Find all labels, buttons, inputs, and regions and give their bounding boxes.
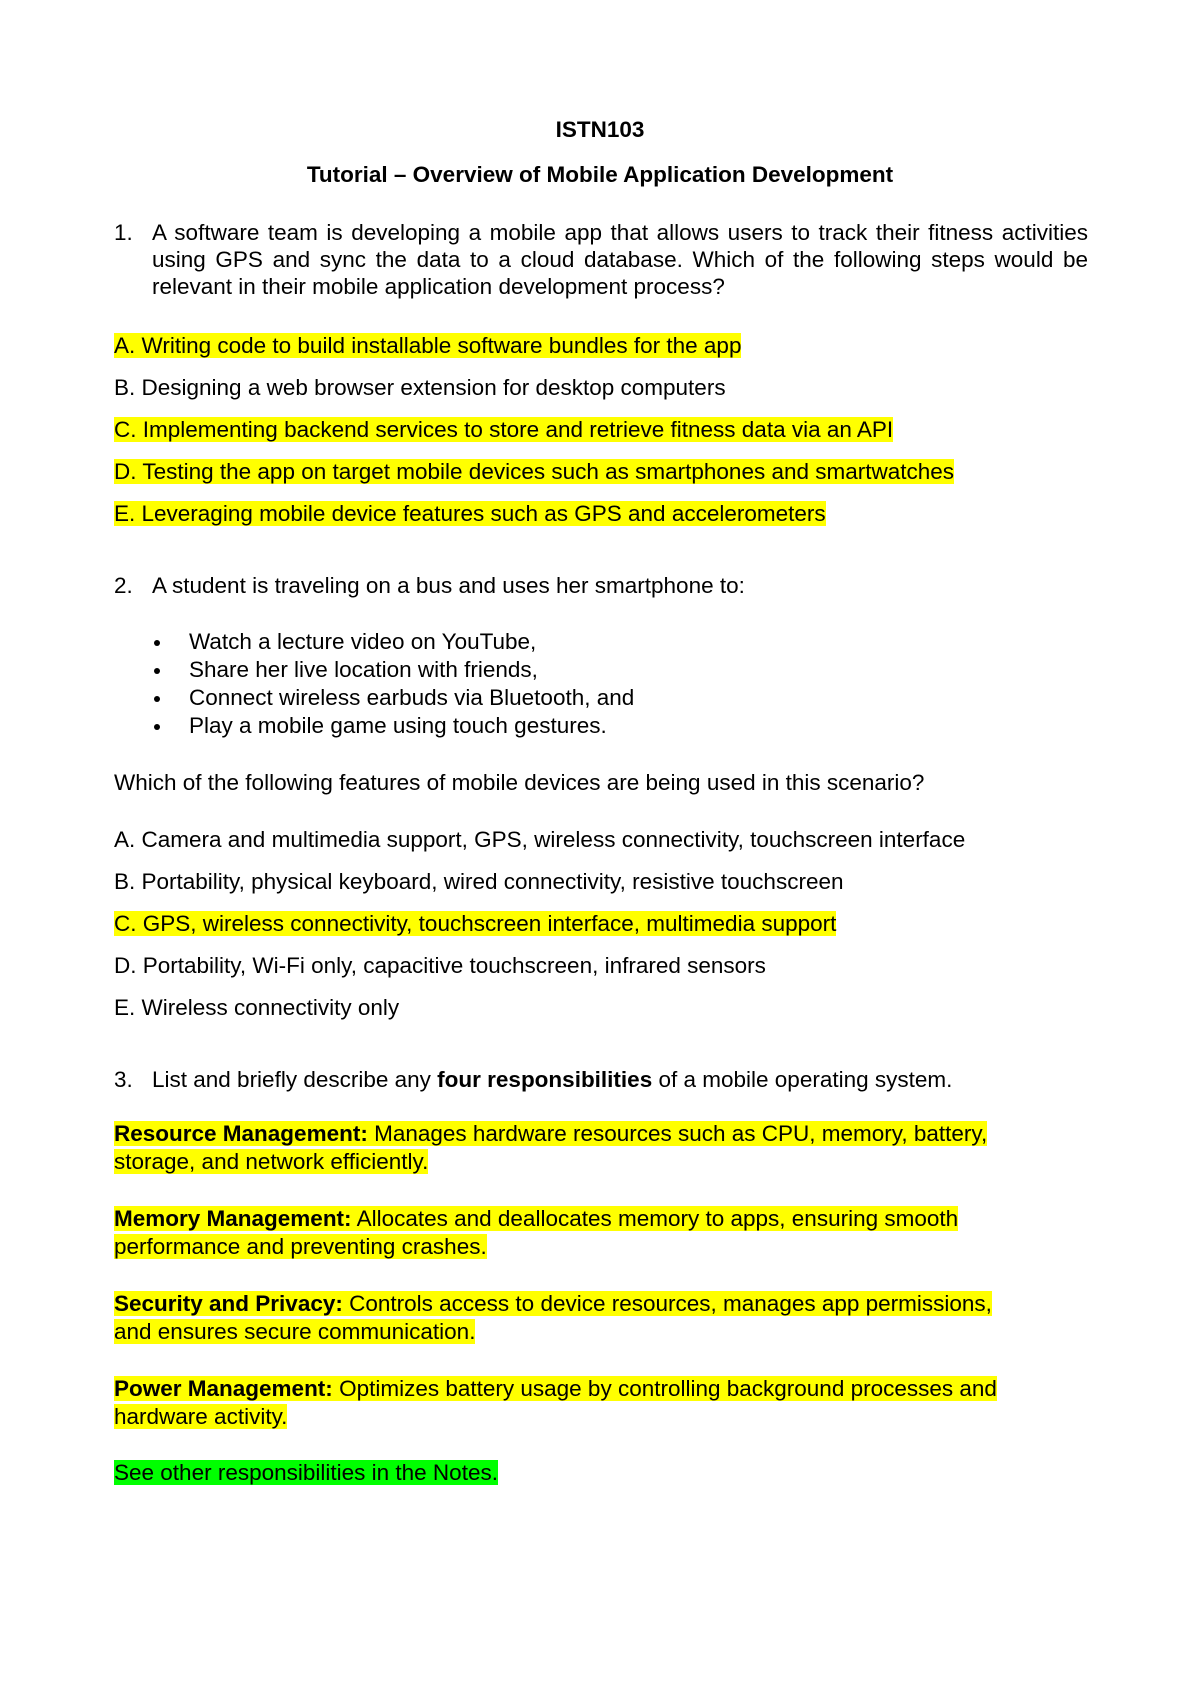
answer-memory-management-cont: performance and preventing crashes. (114, 1234, 487, 1259)
q1-option-a (114, 332, 741, 360)
q2-option-b-text: B. Portability, physical keyboard, wired connectivity, resistive touchscreen (114, 869, 844, 894)
answer-power-management-cont: hardware activity. (114, 1404, 288, 1429)
q1-option-e (114, 500, 826, 528)
q2-option-e-text: E. Wireless connectivity only (114, 995, 400, 1020)
q2-bullet-3: Connect wireless earbuds via Bluetooth, and (189, 685, 635, 710)
question-2-text: Which of the following features of mobile devices are being used in this scenario? (114, 770, 925, 795)
q1-option-e-text: E. Leveraging mobile device features such as GPS and accelerometers (114, 501, 826, 526)
page-title: Tutorial – Overview of Mobile Application Development (306, 162, 894, 187)
q1-option-c-text: C. Implementing backend services to store and retrieve fitness data via an API (114, 417, 894, 442)
bullet-icon (154, 696, 160, 702)
q1-option-d (114, 458, 954, 486)
q2-bullet-2: Share her live location with friends, (189, 657, 538, 682)
q2-bullet-1: Watch a lecture video on YouTube, (189, 629, 537, 654)
notes-reference: See other responsibilities in the Notes. (114, 1460, 498, 1485)
bullet-icon (154, 668, 160, 674)
answer-power-management: Power Management: Optimizes battery usage by controlling background processes and (114, 1376, 997, 1401)
course-code: ISTN103 (555, 117, 645, 142)
question-1-text: A software team is developing a mobile app that allows users to track their fitness activities using GPS and sync the data to a cloud database. Which of the following steps would be relevant in their mobile application development process? (152, 220, 1088, 299)
q2-option-c-text: C. GPS, wireless connectivity, touchscreen interface, multimedia support (114, 911, 837, 936)
question-2-number: 2. (114, 573, 133, 598)
bullet-icon (154, 640, 160, 646)
q1-option-b (114, 374, 726, 402)
question-3-number: 3. (114, 1067, 133, 1092)
question-1-number: 1. (114, 220, 133, 245)
q2-option-c (114, 910, 836, 938)
answer-security-privacy-cont: and ensures secure communication. (114, 1319, 476, 1344)
q2-bullet-4: Play a mobile game using touch gestures. (189, 713, 607, 738)
q1-option-c (114, 416, 893, 444)
answer-term: Resource Management: (114, 1121, 368, 1146)
answer-term: Security and Privacy: (114, 1291, 343, 1316)
answer-security-privacy: Security and Privacy: Controls access to device resources, manages app permissions, (114, 1291, 992, 1316)
q2-option-d-text: D. Portability, Wi-Fi only, capacitive touchscreen, infrared sensors (114, 953, 766, 978)
question-2-intro: A student is traveling on a bus and uses her smartphone to: (152, 573, 745, 598)
answer-term: Power Management: (114, 1376, 333, 1401)
bullet-icon (154, 724, 160, 730)
q1-option-b-text: B. Designing a web browser extension for desktop computers (114, 375, 726, 400)
answer-resource-management-cont: storage, and network efficiently. (114, 1149, 429, 1174)
question-3-text: List and briefly describe any four responsibilities of a mobile operating system. (152, 1067, 953, 1092)
answer-memory-management: Memory Management: Allocates and deallocates memory to apps, ensuring smooth (114, 1206, 959, 1231)
q1-option-d-text: D. Testing the app on target mobile devices such as smartphones and smartwatches (114, 459, 955, 484)
q2-option-d (114, 952, 766, 980)
q2-option-b (114, 868, 843, 896)
q2-option-a (114, 826, 965, 854)
answer-resource-management: Resource Management: Manages hardware resources such as CPU, memory, battery, (114, 1121, 988, 1146)
q1-option-a-text: A. Writing code to build installable software bundles for the app (114, 333, 742, 358)
answer-term: Memory Management: (114, 1206, 352, 1231)
question-3-emphasis: four responsibilities (437, 1067, 653, 1092)
q2-option-e (114, 994, 399, 1022)
q2-option-a-text: A. Camera and multimedia support, GPS, wireless connectivity, touchscreen interface (114, 827, 966, 852)
